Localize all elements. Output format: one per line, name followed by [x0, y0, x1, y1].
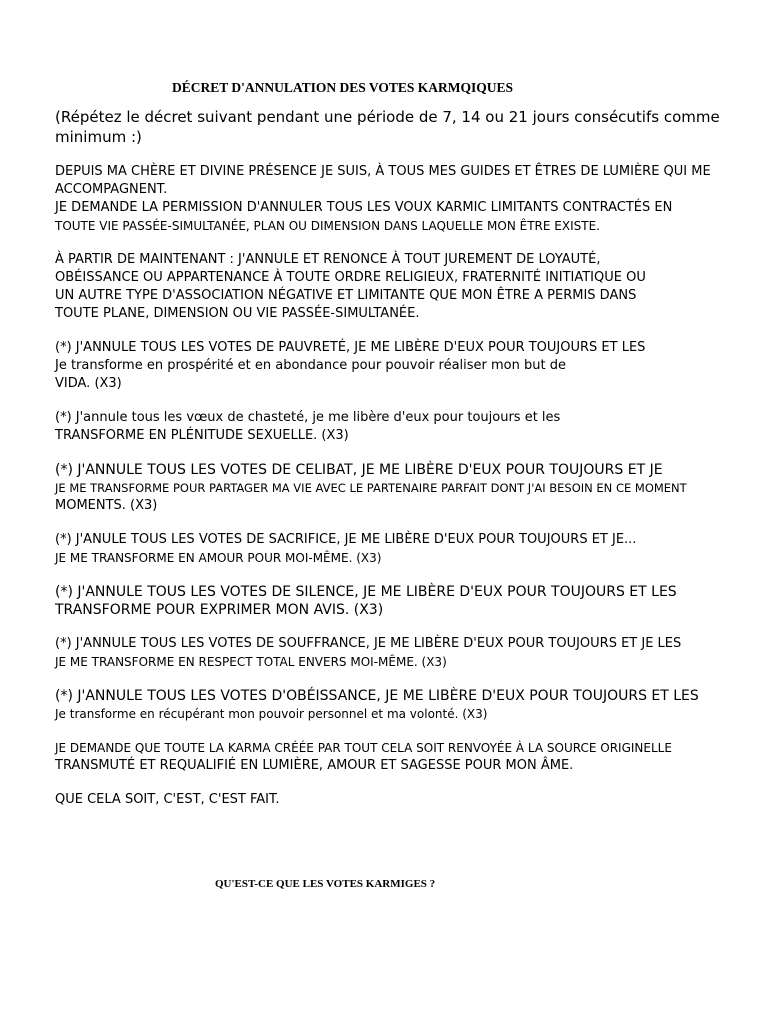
document-title: DÉCRET D'ANNULATION DES VOTES KARMQIQUES: [172, 80, 514, 95]
paragraph-obedience: [55, 687, 755, 723]
text-line: OBÉISSANCE OU APPARTENANCE À TOUTE ORDRE RELIGIEUX, FRATERNITÉ INITIATIQUE OU: [55, 270, 646, 285]
text-line: Je transforme en récupérant mon pouvoir personnel et ma volonté. (X3): [55, 707, 488, 721]
text-line: (*) J'annule tous les vœux de chasteté, je me libère d'eux pour toujours et les: [55, 410, 561, 425]
paragraph-poverty: [55, 339, 755, 393]
text-line: VIDA. (X3): [55, 376, 122, 391]
text-line: JE ME TRANSFORME POUR PARTAGER MA VIE AVEC LE PARTENAIRE PARFAIT DONT J'AI BESOIN EN CE MOMENT: [55, 481, 687, 495]
text-line: UN AUTRE TYPE D'ASSOCIATION NÉGATIVE ET LIMITANTE QUE MON ÊTRE A PERMIS DANS: [55, 288, 637, 303]
paragraph-karma-return: [55, 739, 755, 775]
text-line: QUE CELA SOIT, C'EST, C'EST FAIT.: [55, 792, 280, 807]
text-line: (*) J'ANNULE TOUS LES VOTES DE SILENCE, JE ME LIBÈRE D'EUX POUR TOUJOURS ET LES: [55, 584, 677, 600]
text-line: TOUTE PLANE, DIMENSION OU VIE PASSÉE-SIMULTANÉE.: [55, 306, 420, 321]
text-line: TOUTE VIE PASSÉE-SIMULTANÉE, PLAN OU DIMENSION DANS LAQUELLE MON ÊTRE EXISTE.: [55, 219, 600, 233]
text-line: À PARTIR DE MAINTENANT : J'ANNULE ET RENONCE À TOUT JUREMENT DE LOYAUTÉ,: [55, 252, 601, 267]
text-line: DEPUIS MA CHÈRE ET DIVINE PRÉSENCE JE SUIS, À TOUS MES GUIDES ET ÊTRES DE LUMIÈRE QUI ME: [55, 164, 711, 179]
paragraph-suffering: [55, 635, 755, 671]
text-line: JE ME TRANSFORME EN RESPECT TOTAL ENVERS MOI-MÊME. (X3): [55, 655, 447, 669]
paragraph-sacrifice: [55, 531, 755, 567]
paragraph-closing: [55, 791, 755, 809]
text-line: JE DEMANDE QUE TOUTE LA KARMA CRÉÉE PAR TOUT CELA SOIT RENVOYÉE À LA SOURCE ORIGINELLE: [55, 741, 672, 755]
paragraph-invocation: [55, 163, 755, 235]
text-line: (*) J'ANNULE TOUS LES VOTES D'OBÉISSANCE, JE ME LIBÈRE D'EUX POUR TOUJOURS ET LES: [55, 688, 699, 704]
text-line: Je transforme en prospérité et en abondance pour pouvoir réaliser mon but de: [55, 358, 566, 373]
text-line: TRANSFORME EN PLÉNITUDE SEXUELLE. (X3): [55, 428, 349, 443]
paragraph-chastity: [55, 409, 755, 445]
text-line: (*) J'ANNULE TOUS LES VOTES DE PAUVRETÉ, JE ME LIBÈRE D'EUX POUR TOUJOURS ET LES: [55, 340, 646, 355]
text-line: JE DEMANDE LA PERMISSION D'ANNULER TOUS LES VOUX KARMIC LIMITANTS CONTRACTÉS EN: [55, 200, 673, 215]
paragraph-renunciation: [55, 251, 755, 323]
text-line: (*) J'ANNULE TOUS LES VOTES DE SOUFFRANCE, JE ME LIBÈRE D'EUX POUR TOUJOURS ET JE LES: [55, 636, 682, 651]
text-line: TRANSMUTÉ ET REQUALIFIÉ EN LUMIÈRE, AMOUR ET SAGESSE POUR MON ÂME.: [55, 758, 574, 773]
intro-instruction: (Répétez le décret suivant pendant une période de 7, 14 ou 21 jours consécutifs comme minimum :): [55, 108, 720, 146]
text-line: (*) J'ANNULE TOUS LES VOTES DE CELIBAT, JE ME LIBÈRE D'EUX POUR TOUJOURS ET JE: [55, 462, 663, 478]
paragraph-silence: [55, 583, 755, 619]
footer-heading: QU'EST-CE QUE LES VOTES KARMIGES ?: [215, 878, 436, 890]
text-line: MOMENTS. (X3): [55, 498, 158, 513]
text-line: JE ME TRANSFORME EN AMOUR POUR MOI-MÊME. (X3): [55, 551, 382, 565]
text-line: (*) J'ANULE TOUS LES VOTES DE SACRIFICE, JE ME LIBÈRE D'EUX POUR TOUJOURS ET JE...: [55, 532, 637, 547]
paragraph-celibacy: [55, 461, 755, 515]
decree-body: [55, 163, 755, 825]
text-line: TRANSFORME POUR EXPRIMER MON AVIS. (X3): [55, 602, 384, 618]
text-line: ACCOMPAGNENT.: [55, 182, 168, 197]
